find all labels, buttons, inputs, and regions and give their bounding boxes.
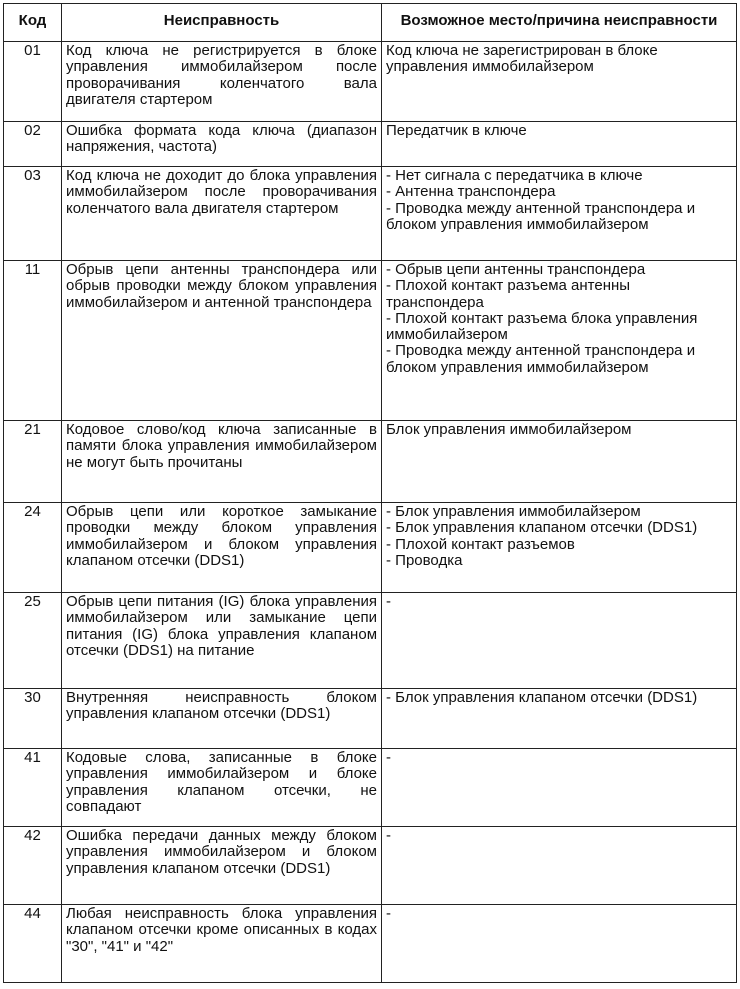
fault-code-cell: 42 [4, 827, 62, 905]
fault-description-cell: Кодовое слово/код ключа записанные в памяти блока управления иммобилайзером не могут быть прочитаны [62, 421, 382, 503]
fault-code-cell: 21 [4, 421, 62, 503]
cause-item: - Антенна транспондера [386, 183, 556, 201]
fault-description-cell: Обрыв цепи питания (IG) блока управления иммобилайзером или замыкание цепи питания (IG) блока управления клапаном отсечки (DDS1) на питание [62, 593, 382, 689]
fault-cause-cell [382, 827, 737, 905]
header-fault: Неисправность [62, 4, 382, 42]
fault-cause-cell [382, 689, 737, 749]
cause-item: Код ключа не зарегистрирован в блоке управления иммобилайзером [386, 42, 658, 76]
table-body [4, 42, 737, 983]
fault-cause-cell [382, 749, 737, 827]
fault-description-cell: Код ключа не регистрируется в блоке управления иммобилайзером после проворачивания коленчатого вала двигателя стартером [62, 42, 382, 122]
fault-cause-cell [382, 905, 737, 983]
table-row [4, 749, 737, 827]
fault-code-cell: 24 [4, 503, 62, 593]
fault-code-cell: 25 [4, 593, 62, 689]
cause-item: - Блок управления клапаном отсечки (DDS1) [386, 689, 698, 706]
cause-item: - [386, 827, 391, 844]
fault-code-cell: 30 [4, 689, 62, 749]
cause-item: - Плохой контакт разъема блока управления иммобилайзером [386, 309, 698, 344]
table-row [4, 421, 737, 503]
fault-description-cell: Код ключа не доходит до блока управления иммобилайзером после проворачивания коленчатого вала двигателя стартером [62, 167, 382, 261]
table-row [4, 122, 737, 167]
table-row [4, 42, 737, 122]
table-header [4, 4, 737, 42]
header-cause: Возможное место/причина неисправности [382, 4, 737, 42]
header-code: Код [4, 4, 62, 42]
cause-item: - [386, 905, 391, 922]
fault-description-cell: Обрыв цепи или короткое замыкание проводки между блоком управления иммобилайзером и блоком управления клапаном отсечки (DDS1) [62, 503, 382, 593]
fault-description-cell: Обрыв цепи антенны транспондера или обрыв проводки между блоком управления иммобилайзером и антенной транспондера [62, 261, 382, 421]
cause-item: - [386, 749, 391, 766]
fault-description-cell: Кодовые слова, записанные в блоке управления иммобилайзером и блоке управления клапаном отсечки, не совпадают [62, 749, 382, 827]
cause-item: - Блок управления иммобилайзером [386, 503, 641, 520]
cause-item: - Блок управления клапаном отсечки (DDS1) [386, 519, 698, 537]
fault-cause-cell [382, 42, 737, 122]
fault-code-cell: 03 [4, 167, 62, 261]
cause-item: - [386, 593, 391, 610]
table-row [4, 261, 737, 421]
fault-description-cell: Любая неисправность блока управления клапаном отсечки кроме описанных в кодах "30", "41" и "42" [62, 905, 382, 983]
table-row [4, 503, 737, 593]
fault-codes-table [3, 3, 737, 983]
table-row [4, 827, 737, 905]
fault-cause-cell [382, 421, 737, 503]
fault-code-cell: 02 [4, 122, 62, 167]
fault-code-cell: 01 [4, 42, 62, 122]
fault-cause-cell [382, 261, 737, 421]
table-row [4, 167, 737, 261]
cause-item: - Проводка [386, 551, 463, 569]
fault-description-cell: Внутренняя неисправность блоком управления клапаном отсечки (DDS1) [62, 689, 382, 749]
fault-description-cell: Ошибка передачи данных между блоком управления иммобилайзером и блоком управления клапаном отсечки (DDS1) [62, 827, 382, 905]
fault-cause-cell [382, 503, 737, 593]
fault-code-cell: 41 [4, 749, 62, 827]
fault-code-cell: 44 [4, 905, 62, 983]
table-row [4, 905, 737, 983]
cause-item: - Проводка между антенной транспондера и блоком управления иммобилайзером [386, 199, 696, 233]
fault-cause-cell [382, 167, 737, 261]
cause-item: - Обрыв цепи антенны транспондера [386, 261, 646, 278]
table-row [4, 593, 737, 689]
header-row [4, 4, 737, 42]
cause-item: Передатчик в ключе [386, 122, 527, 139]
cause-item: - Плохой контакт разъема антенны транспондера [386, 277, 631, 311]
fault-code-cell: 11 [4, 261, 62, 421]
cause-item: - Нет сигнала с передатчика в ключе [386, 167, 643, 184]
fault-cause-cell [382, 593, 737, 689]
cause-item: Блок управления иммобилайзером [386, 421, 632, 438]
cause-item: - Проводка между антенной транспондера и блоком управления иммобилайзером [386, 342, 696, 376]
fault-description-cell: Ошибка формата кода ключа (диапазон напряжения, частота) [62, 122, 382, 167]
fault-cause-cell [382, 122, 737, 167]
cause-item: - Плохой контакт разъемов [386, 535, 575, 553]
table-row [4, 689, 737, 749]
